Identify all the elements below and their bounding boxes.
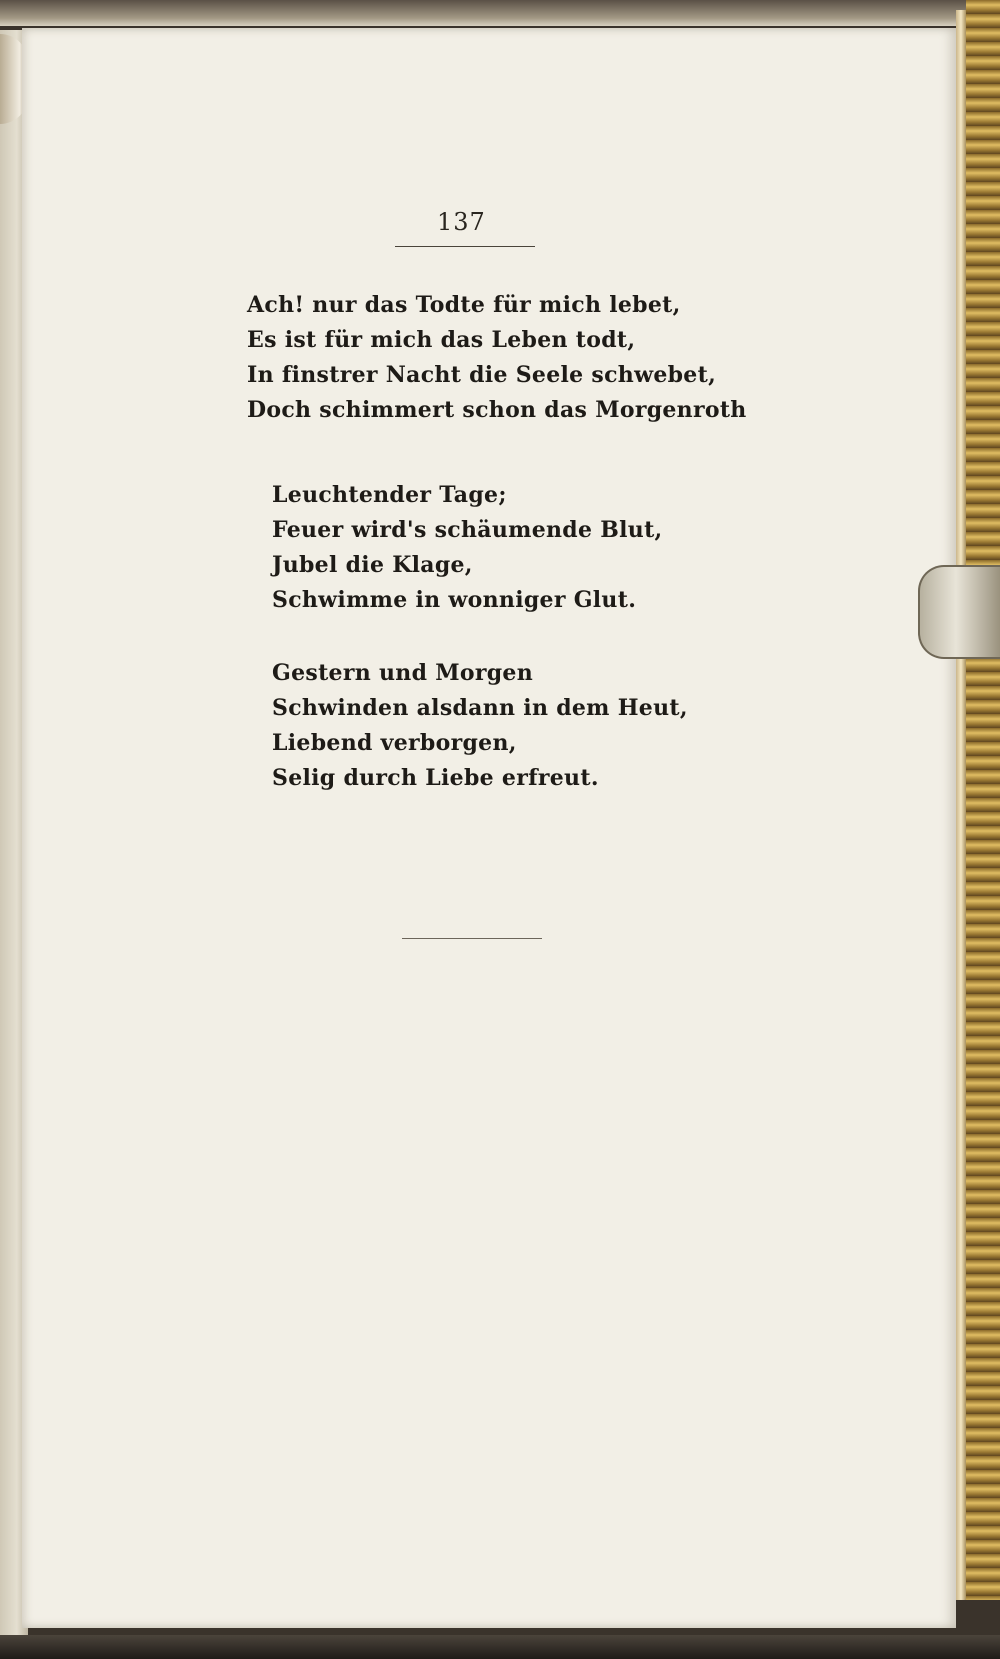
top-binding-edge [0,0,1000,26]
poem-line: Es ist für mich das Leben todt, [247,327,636,353]
page-number: 137 [437,208,486,236]
end-rule [402,938,542,939]
gilt-edge [966,0,1000,1600]
poem-line: Ach! nur das Todte für mich lebet, [247,292,681,318]
poem-line: Leuchtender Tage; [272,482,507,508]
header-rule [395,246,535,247]
page-leaf [22,28,956,1628]
stanza-1 [247,288,747,428]
poem-line: Schwimme in wonniger Glut. [272,587,637,613]
stanza-2 [272,478,663,618]
book-clasp [918,565,1000,659]
poem-line: Schwinden alsdann in dem Heut, [272,695,688,721]
poem-line: Doch schimmert schon das Morgenroth [247,397,747,423]
bottom-edge [0,1635,1000,1659]
poem-line: Gestern und Morgen [272,660,533,686]
poem-line: Selig durch Liebe erfreut. [272,765,599,791]
poem-line: In finstrer Nacht die Seele schwebet, [247,362,717,388]
poem-line: Jubel die Klage, [272,552,473,578]
poem-line: Feuer wird's schäumende Blut, [272,517,663,543]
poem-line: Liebend verborgen, [272,730,517,756]
stanza-3 [272,656,688,796]
page-fore-edge [956,10,966,1600]
